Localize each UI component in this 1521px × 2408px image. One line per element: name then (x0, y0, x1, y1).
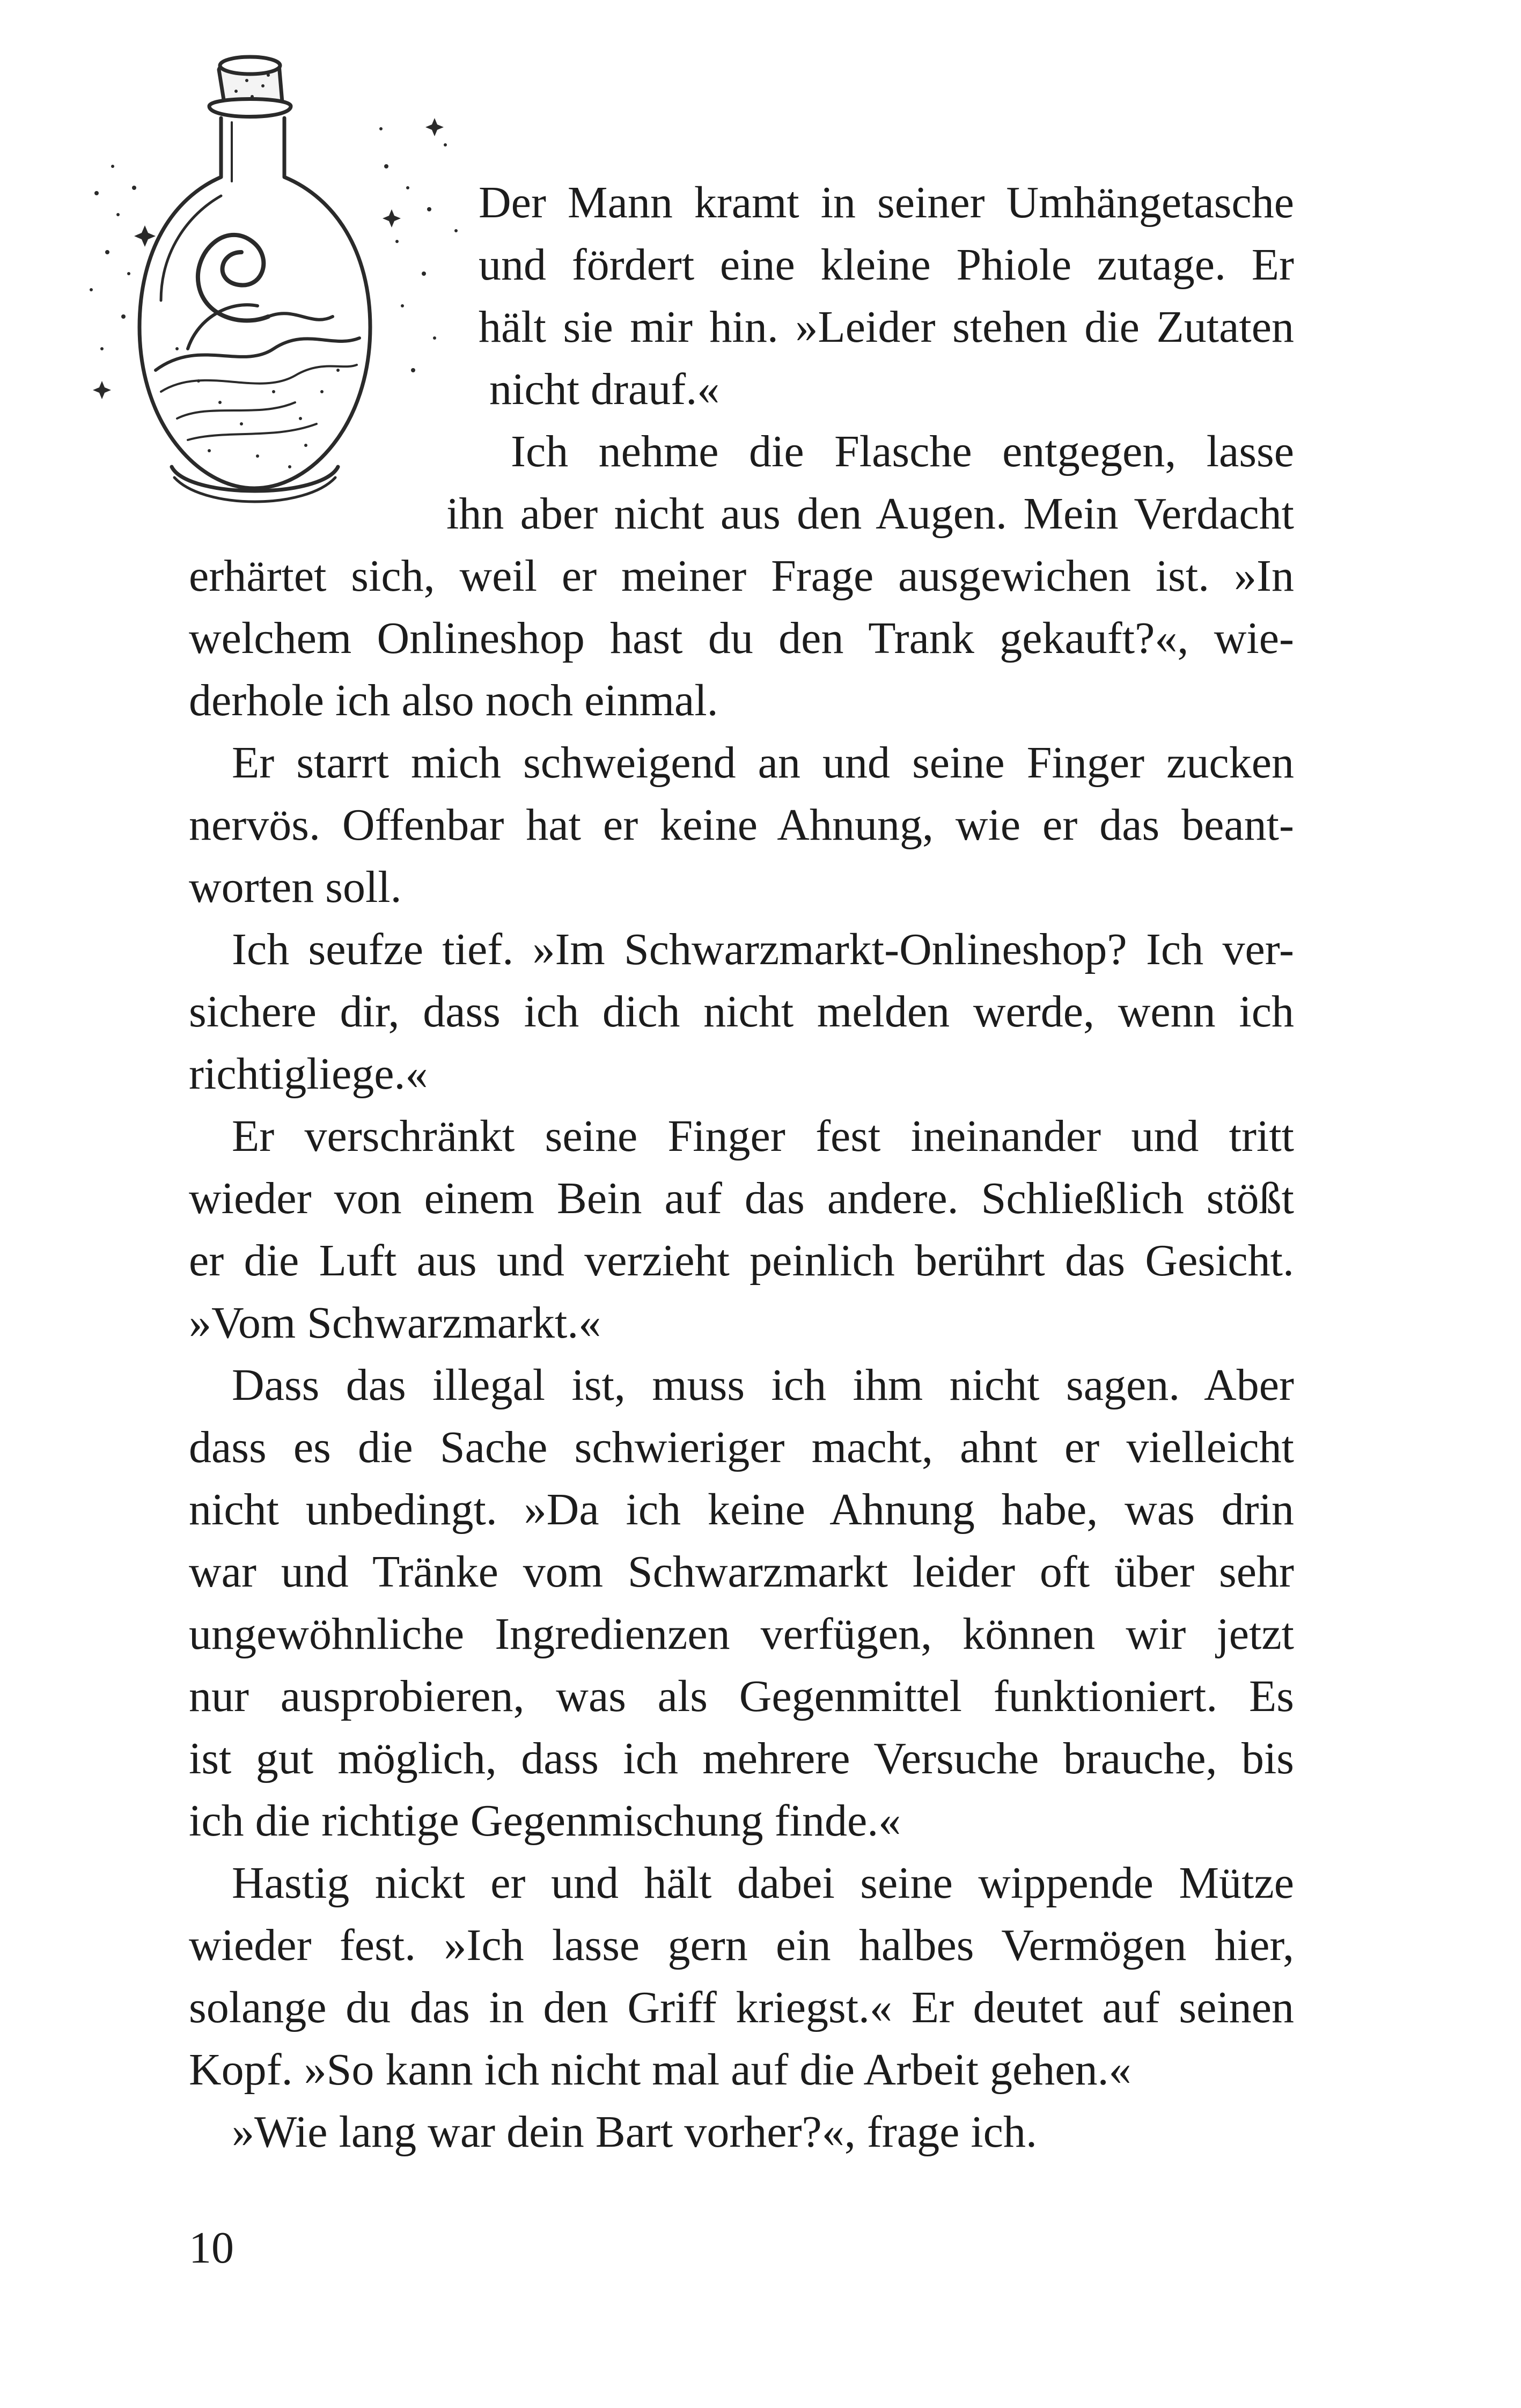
text-line: hält sie mir hin. »Leider stehen die Zutaten (479, 302, 1294, 352)
text-line: Der Mann kramt in seiner Umhängetasche (479, 178, 1294, 227)
text-line: und fördert eine kleine Phiole zutage. Er (479, 240, 1294, 290)
text-line: Kopf. »So kann ich nicht mal auf die Arbeit gehen.« (189, 2045, 1131, 2095)
text-line: solange du das in den Griff kriegst.« Er deutet auf seinen (189, 1983, 1294, 2032)
text-line: derhole ich also noch einmal. (189, 676, 718, 725)
text-line: dass es die Sache schwieriger macht, ahnt er vielleicht (189, 1422, 1294, 1472)
text-line: er die Luft aus und verzieht peinlich berührt das Gesicht. (189, 1236, 1294, 1286)
text-line: nur ausprobieren, was als Gegenmittel funktioniert. Es (189, 1671, 1294, 1721)
text-line: »Wie lang war dein Bart vorher?«, frage ich. (232, 2107, 1037, 2157)
text-line: war und Tränke vom Schwarzmarkt leider oft über sehr (189, 1547, 1294, 1597)
text-line: erhärtet sich, weil er meiner Frage ausgewichen ist. »In (189, 551, 1294, 601)
text-line: richtigliege.« (189, 1049, 428, 1099)
text-line: Er starrt mich schweigend an und seine Finger zucken (232, 738, 1294, 788)
text-line: Hastig nickt er und hält dabei seine wippende Mütze (232, 1858, 1294, 1908)
text-line: ungewöhnliche Ingredienzen verfügen, können wir jetzt (189, 1609, 1294, 1659)
text-line: Dass das illegal ist, muss ich ihm nicht sagen. Aber (232, 1360, 1294, 1410)
text-line: nicht unbedingt. »Da ich keine Ahnung habe, was drin (189, 1485, 1294, 1535)
text-line: wieder von einem Bein auf das andere. Schließlich stößt (189, 1173, 1294, 1223)
text-line: Er verschränkt seine Finger fest ineinander und tritt (232, 1111, 1294, 1161)
text-line: ihn aber nicht aus den Augen. Mein Verdacht (446, 489, 1294, 539)
text-line: ich die richtige Gegenmischung finde.« (189, 1796, 901, 1846)
text-line: worten soll. (189, 862, 402, 912)
body-text (189, 172, 1294, 2163)
text-line: nicht drauf.« (489, 364, 720, 414)
text-line: Ich seufze tief. »Im Schwarzmarkt-Onlineshop? Ich ver- (232, 924, 1294, 974)
text-line: »Vom Schwarzmarkt.« (189, 1298, 601, 1348)
text-line: Ich nehme die Flasche entgegen, lasse (511, 427, 1294, 476)
text-line: welchem Onlineshop hast du den Trank gekauft?«, wie- (189, 613, 1294, 663)
text-line: nervös. Offenbar hat er keine Ahnung, wie er das beant- (189, 800, 1294, 850)
text-line: ist gut möglich, dass ich mehrere Versuche brauche, bis (189, 1734, 1294, 1783)
page-number: 10 (189, 2223, 234, 2273)
text-line: sichere dir, dass ich dich nicht melden werde, wenn ich (189, 987, 1294, 1037)
text-line: wieder fest. »Ich lasse gern ein halbes Vermögen hier, (189, 1920, 1294, 1970)
